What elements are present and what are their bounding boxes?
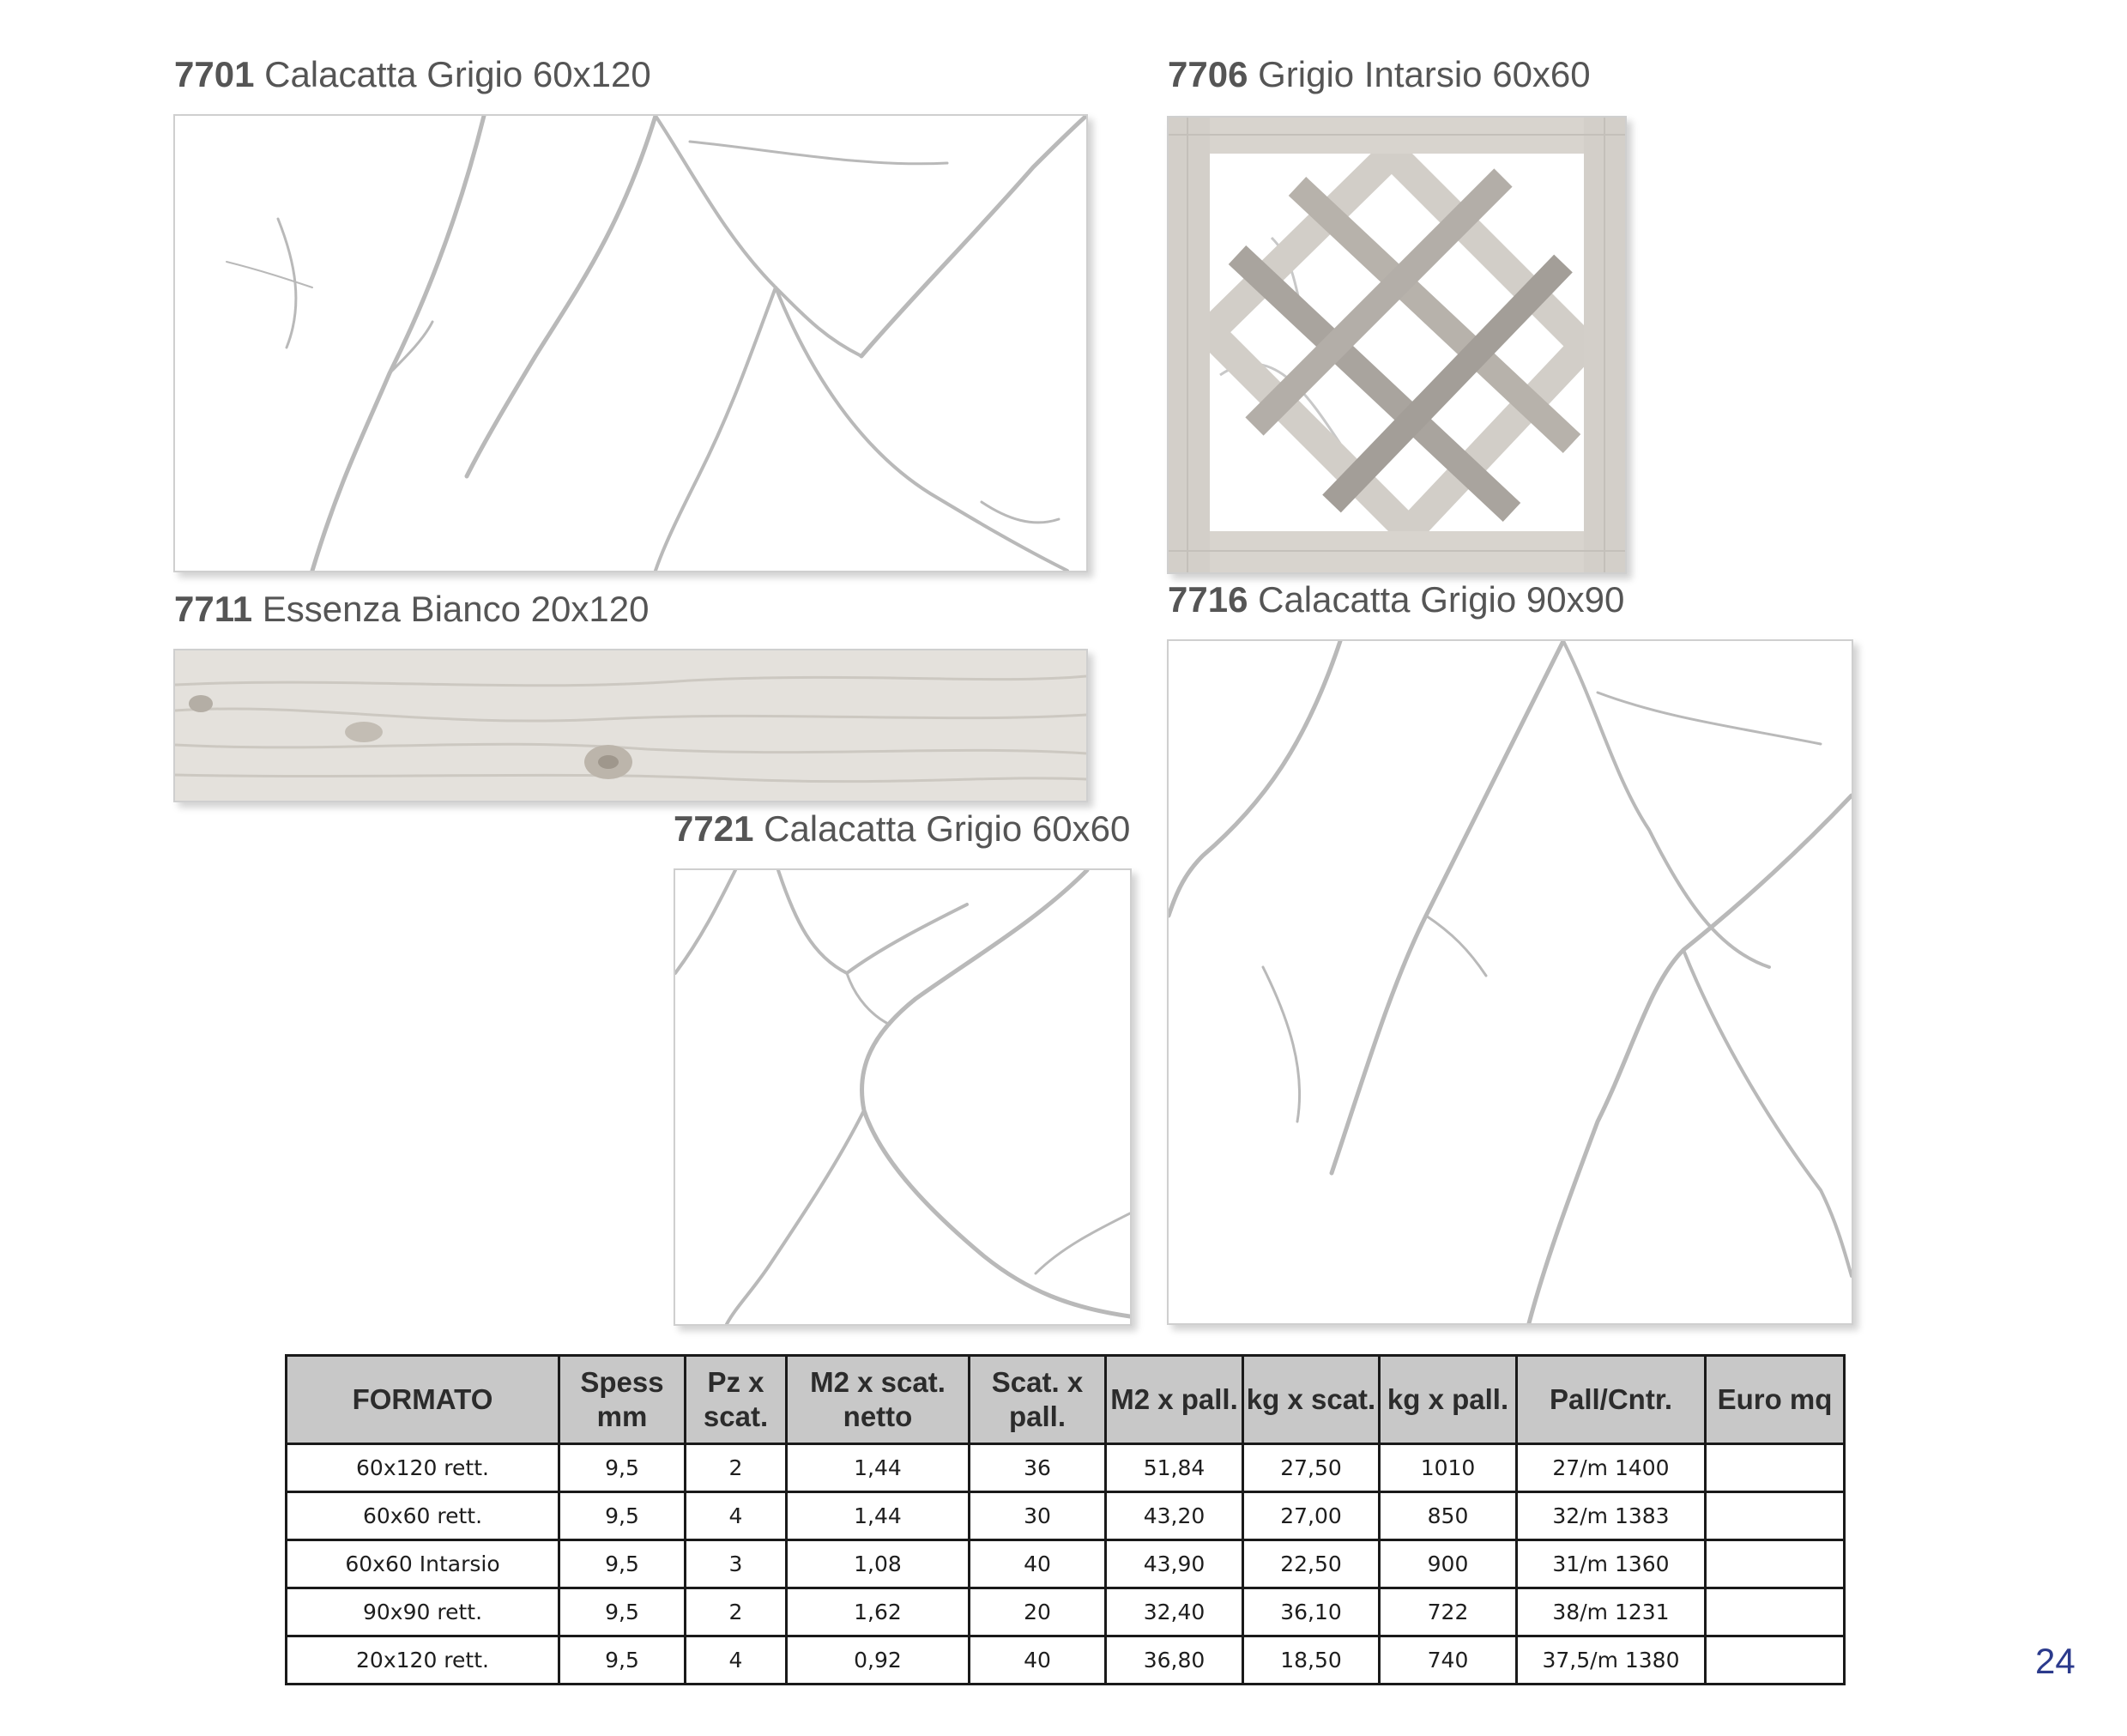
table-cell: 4	[686, 1492, 787, 1540]
table-cell: 60x60 rett.	[287, 1492, 559, 1540]
table-cell: 18,50	[1243, 1636, 1380, 1685]
table-cell	[1706, 1540, 1845, 1588]
table-cell: 9,5	[559, 1492, 686, 1540]
header-m2-pall: M2 x pall.	[1106, 1356, 1243, 1444]
header-pz-scat: Pz x scat.	[686, 1356, 787, 1444]
table-cell: 0,92	[787, 1636, 970, 1685]
product-caption-7721	[674, 808, 1131, 849]
product-code: 7721	[674, 808, 754, 849]
table-cell	[1706, 1588, 1845, 1636]
table-cell: 43,20	[1106, 1492, 1243, 1540]
table-cell: 36,10	[1243, 1588, 1380, 1636]
table-cell: 31/m 1360	[1517, 1540, 1706, 1588]
table-cell: 27/m 1400	[1517, 1444, 1706, 1492]
product-name: Calacatta Grigio 60x120	[264, 54, 651, 94]
product-name: Essenza Bianco 20x120	[262, 589, 650, 629]
product-code: 7706	[1168, 54, 1248, 94]
table-cell: 51,84	[1106, 1444, 1243, 1492]
header-spess: Spess mm	[559, 1356, 686, 1444]
table-cell	[1706, 1636, 1845, 1685]
table-cell	[1706, 1492, 1845, 1540]
product-name: Grigio Intarsio 60x60	[1258, 54, 1591, 94]
table-cell: 36,80	[1106, 1636, 1243, 1685]
table-cell: 2	[686, 1444, 787, 1492]
table-cell: 2	[686, 1588, 787, 1636]
header-pall-cntr: Pall/Cntr.	[1517, 1356, 1706, 1444]
table-cell: 20x120 rett.	[287, 1636, 559, 1685]
table-cell: 30	[970, 1492, 1106, 1540]
header-euro-mq: Euro mq	[1706, 1356, 1845, 1444]
product-caption-7716	[1168, 579, 1625, 620]
page-number: 24	[2035, 1641, 2076, 1681]
tile-image-7721	[674, 868, 1132, 1326]
table-row	[287, 1588, 1845, 1636]
table-cell: 36	[970, 1444, 1106, 1492]
table-cell: 900	[1380, 1540, 1517, 1588]
product-name: Calacatta Grigio 60x60	[764, 808, 1131, 849]
table-cell	[1706, 1444, 1845, 1492]
tile-image-7706	[1167, 116, 1627, 574]
header-kg-scat: kg x scat.	[1243, 1356, 1380, 1444]
header-scat-pall: Scat. x pall.	[970, 1356, 1106, 1444]
table-cell: 37,5/m 1380	[1517, 1636, 1706, 1685]
table-cell: 9,5	[559, 1444, 686, 1492]
table-row	[287, 1540, 1845, 1588]
table-cell: 40	[970, 1636, 1106, 1685]
tile-image-7716	[1167, 639, 1853, 1325]
table-cell: 32/m 1383	[1517, 1492, 1706, 1540]
table-cell: 22,50	[1243, 1540, 1380, 1588]
table-cell: 1,44	[787, 1444, 970, 1492]
header-formato: FORMATO	[287, 1356, 559, 1444]
table-cell: 4	[686, 1636, 787, 1685]
specs-table	[285, 1354, 1846, 1685]
product-caption-7706	[1168, 54, 1591, 94]
table-cell: 43,90	[1106, 1540, 1243, 1588]
table-cell: 38/m 1231	[1517, 1588, 1706, 1636]
table-row	[287, 1444, 1845, 1492]
product-name: Calacatta Grigio 90x90	[1258, 579, 1625, 620]
table-cell: 1,44	[787, 1492, 970, 1540]
table-cell: 40	[970, 1540, 1106, 1588]
table-row	[287, 1492, 1845, 1540]
table-cell: 9,5	[559, 1540, 686, 1588]
product-code: 7701	[174, 54, 255, 94]
header-m2-scat: M2 x scat. netto	[787, 1356, 970, 1444]
table-header-row	[287, 1356, 1845, 1444]
table-cell: 90x90 rett.	[287, 1588, 559, 1636]
tile-image-7701	[173, 114, 1088, 572]
table-cell: 722	[1380, 1588, 1517, 1636]
tile-image-7711	[173, 649, 1088, 802]
product-code: 7711	[174, 589, 253, 629]
table-cell: 3	[686, 1540, 787, 1588]
product-code: 7716	[1168, 579, 1248, 620]
table-cell: 20	[970, 1588, 1106, 1636]
table-cell: 850	[1380, 1492, 1517, 1540]
table-cell: 27,50	[1243, 1444, 1380, 1492]
product-caption-7711	[174, 591, 649, 627]
table-cell: 9,5	[559, 1588, 686, 1636]
table-cell: 60x60 Intarsio	[287, 1540, 559, 1588]
table-cell: 1,08	[787, 1540, 970, 1588]
table-cell: 9,5	[559, 1636, 686, 1685]
table-row	[287, 1636, 1845, 1685]
table-cell: 27,00	[1243, 1492, 1380, 1540]
table-cell: 32,40	[1106, 1588, 1243, 1636]
product-caption-7701	[174, 54, 651, 94]
header-kg-pall: kg x pall.	[1380, 1356, 1517, 1444]
table-cell: 740	[1380, 1636, 1517, 1685]
table-cell: 1010	[1380, 1444, 1517, 1492]
table-cell: 60x120 rett.	[287, 1444, 559, 1492]
table-cell: 1,62	[787, 1588, 970, 1636]
